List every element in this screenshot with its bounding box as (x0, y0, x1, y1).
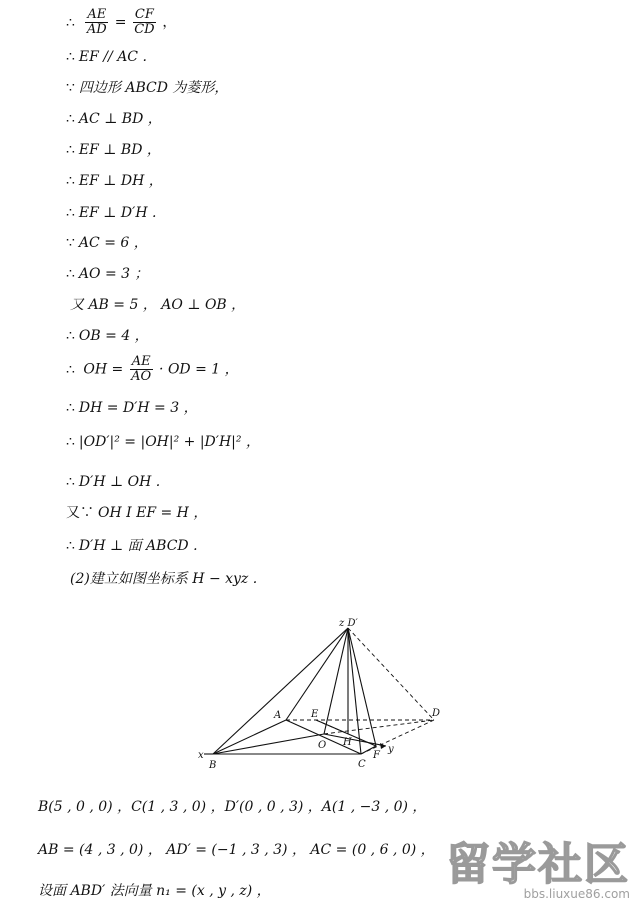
label-h: H (343, 737, 352, 748)
part-2-heading: (2)建立如图坐标系 H − xyz . (70, 571, 258, 587)
edge-b-o (213, 734, 327, 754)
label-o: O (318, 740, 327, 751)
fraction-ae-ad: $\frac{AE}{AD}$ (86, 7, 107, 37)
proof-line-11: ∴ OB = 4 ， (66, 328, 149, 344)
proof-line-13: ∴ DH = D′H = 3 ， (66, 400, 198, 416)
pyramid-figure (196, 612, 456, 772)
edge-dprime-d-dashed (348, 628, 434, 720)
proof-line-9: ∴ AO = 3 ； (66, 266, 149, 282)
label-y: y (388, 744, 394, 755)
proof-line-4: ∴ AC ⊥ BD ， (66, 111, 162, 127)
proof-line-1: ∴ $\frac{AE}{AD}$ = $\frac{CF}{CD}$ ， (66, 7, 177, 37)
edge-dprime-o (324, 628, 348, 734)
label-b: B (209, 760, 217, 771)
proof-line-3: ∵ 四边形 ABCD 为菱形， (66, 80, 229, 96)
edge-d-c-dashed (361, 720, 434, 754)
solid-edges (204, 628, 386, 754)
watermark-url: bbs.liuxue86.com (523, 887, 630, 901)
edge-o-d-dashed (324, 720, 434, 734)
normal-vector-line: 设面 ABD′ 法向量 n₁ = (x , y , z) ， (38, 883, 271, 899)
proof-line-15: ∴ D′H ⊥ OH . (66, 474, 161, 490)
edge-dprime-a (286, 628, 348, 720)
edge-o-y (324, 734, 386, 746)
label-a: A (274, 710, 282, 721)
label-c: C (358, 759, 366, 770)
label-z-dprime: z D′ (339, 618, 358, 629)
vectors-line: AB = (4 , 3 , 0) ， AD′ = (−1 , 3 , 3) ， AC = (0 , 6 , 0) ， (38, 842, 435, 858)
label-x: x (198, 750, 204, 761)
proof-line-7: ∴ EF ⊥ D′H . (66, 205, 157, 221)
edge-b-a (213, 720, 286, 754)
proof-line-5: ∴ EF ⊥ BD ， (66, 142, 161, 158)
proof-line-2: ∴ EF // AC . (66, 49, 147, 65)
fraction-cf-cd: $\frac{CF}{CD}$ (134, 7, 155, 37)
proof-line-16: 又∵ OH I EF = H ， (66, 505, 208, 521)
watermark-logo: 留学社区 (446, 839, 630, 890)
edge-dprime-f (348, 628, 376, 746)
label-e: E (311, 709, 319, 720)
proof-line-10: 又 AB = 5 ， AO ⊥ OB ， (70, 297, 246, 313)
proof-line-14: ∴ |OD′|² = |OH|² + |D′H|² ， (66, 434, 260, 450)
proof-line-12: ∴ OH = $\frac{AE}{AO}$ · OD = 1 ， (66, 354, 239, 384)
coordinates-line: B(5 , 0 , 0) ，C(1 , 3 , 0) ，D′(0 , 0 , 3) ，A(1 , −3 , 0) ， (38, 799, 427, 815)
fraction-ae-ao: $\frac{AE}{AO}$ (131, 354, 152, 384)
proof-line-8: ∵ AC = 6 ， (66, 235, 148, 251)
site-watermark (446, 839, 630, 901)
label-d: D (432, 708, 441, 719)
dashed-edges (286, 628, 434, 754)
proof-line-17: ∴ D′H ⊥ 面 ABCD . (66, 538, 198, 554)
label-f: F (373, 750, 380, 761)
proof-line-6: ∴ EF ⊥ DH ， (66, 173, 163, 189)
